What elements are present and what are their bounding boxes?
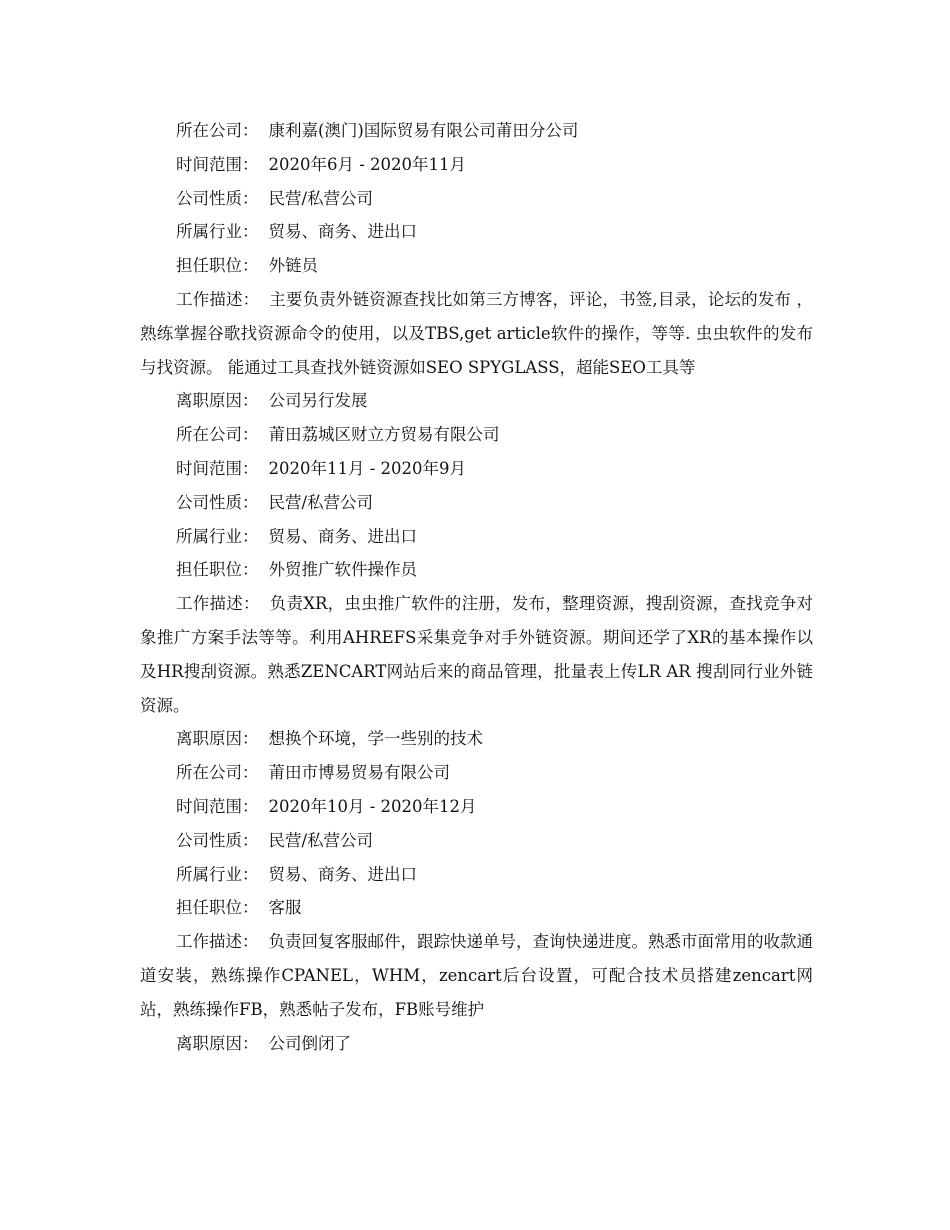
- description-text: 负责XR，虫虫推广软件的注册，发布，整理资源，搜刮资源，查找竞争对象推广方案手法等等。利用AHREFS采集竞争对手外链资源。期间还学了XR的基本操作以及HR搜刮资源。熟悉ZENCART网站后来的商品管理，批量表上传LR AR 搜刮同行业外链资源。: [140, 594, 814, 715]
- description-paragraph: [140, 925, 813, 1026]
- industry-label: 所属行业：: [176, 864, 259, 884]
- industry-row: [140, 215, 813, 249]
- company-row: [140, 114, 813, 148]
- leave-reason-row: [140, 722, 813, 756]
- company-value: 莆田市博易贸易有限公司: [268, 763, 450, 783]
- company-row: [140, 756, 813, 790]
- nature-value: 民营/私营公司: [268, 492, 374, 512]
- leave-reason-label: 离职原因：: [176, 1033, 259, 1053]
- description-text: 负责回复客服邮件，跟踪快递单号，查询快递进度。熟悉市面常用的收款通道安装，熟练操作CPANEL，WHM，zencart后台设置，可配合技术员搭建zencart网站，熟练操作FB，熟悉帖子发布，FB账号维护: [140, 932, 813, 1019]
- nature-row: [140, 182, 813, 216]
- company-label: 所在公司：: [176, 763, 259, 783]
- period-row: [140, 452, 813, 486]
- nature-value: 民营/私营公司: [268, 830, 374, 850]
- position-value: 外贸推广软件操作员: [268, 560, 417, 580]
- description-label: 工作描述：: [176, 932, 259, 952]
- period-label: 时间范围：: [176, 458, 259, 478]
- company-value: 康利嘉(澳门)国际贸易有限公司莆田分公司: [268, 121, 579, 140]
- description-paragraph: [140, 283, 813, 384]
- company-row: [140, 418, 813, 452]
- industry-row: [140, 520, 813, 554]
- industry-row: [140, 858, 813, 892]
- nature-value: 民营/私营公司: [268, 188, 374, 208]
- position-label: 担任职位：: [176, 256, 259, 276]
- leave-reason-value: 公司另行发展: [268, 391, 368, 411]
- company-label: 所在公司：: [176, 425, 259, 445]
- industry-label: 所属行业：: [176, 526, 259, 546]
- work-experience-section: [140, 114, 813, 1060]
- description-text: 主要负责外链资源查找比如第三方博客，评论，书签,目录，论坛的发布 ，熟练掌握谷歌找资源命令的使用，以及TBS,get article软件的操作，等等. 虫虫软件的发布 与找资源。 能通过工具查找外链资源如SEO SPYGLASS，超能SEO工具等: [140, 289, 813, 377]
- company-value: 莆田荔城区财立方贸易有限公司: [268, 425, 500, 445]
- period-label: 时间范围：: [176, 154, 259, 174]
- period-row: [140, 148, 813, 182]
- period-value: 2020年11月 - 2020年9月: [268, 458, 467, 478]
- description-paragraph: [140, 587, 813, 722]
- industry-value: 贸易、商务、进出口: [268, 864, 417, 884]
- industry-label: 所属行业：: [176, 222, 259, 242]
- position-row: [140, 249, 813, 283]
- company-label: 所在公司：: [176, 121, 259, 140]
- leave-reason-value: 公司倒闭了: [268, 1033, 351, 1053]
- position-label: 担任职位：: [176, 560, 259, 580]
- position-label: 担任职位：: [176, 898, 259, 918]
- period-row: [140, 790, 813, 824]
- leave-reason-label: 离职原因：: [176, 729, 259, 749]
- experience-entry: [140, 114, 813, 418]
- period-value: 2020年6月 - 2020年11月: [268, 154, 467, 174]
- leave-reason-value: 想换个环境，学一些别的技术: [268, 729, 483, 749]
- description-label: 工作描述：: [176, 594, 260, 614]
- position-value: 客服: [268, 898, 302, 918]
- leave-reason-row: [140, 1027, 813, 1061]
- period-label: 时间范围：: [176, 796, 259, 816]
- nature-label: 公司性质：: [176, 188, 259, 208]
- nature-label: 公司性质：: [176, 830, 259, 850]
- position-row: [140, 553, 813, 587]
- position-value: 外链员: [268, 256, 318, 276]
- experience-entry: [140, 418, 813, 756]
- experience-entry: [140, 756, 813, 1060]
- nature-row: [140, 824, 813, 858]
- nature-label: 公司性质：: [176, 492, 259, 512]
- period-value: 2020年10月 - 2020年12月: [268, 796, 477, 816]
- industry-value: 贸易、商务、进出口: [268, 222, 417, 242]
- nature-row: [140, 486, 813, 520]
- industry-value: 贸易、商务、进出口: [268, 526, 417, 546]
- leave-reason-label: 离职原因：: [176, 391, 259, 411]
- description-label: 工作描述：: [176, 289, 260, 309]
- position-row: [140, 891, 813, 925]
- leave-reason-row: [140, 384, 813, 418]
